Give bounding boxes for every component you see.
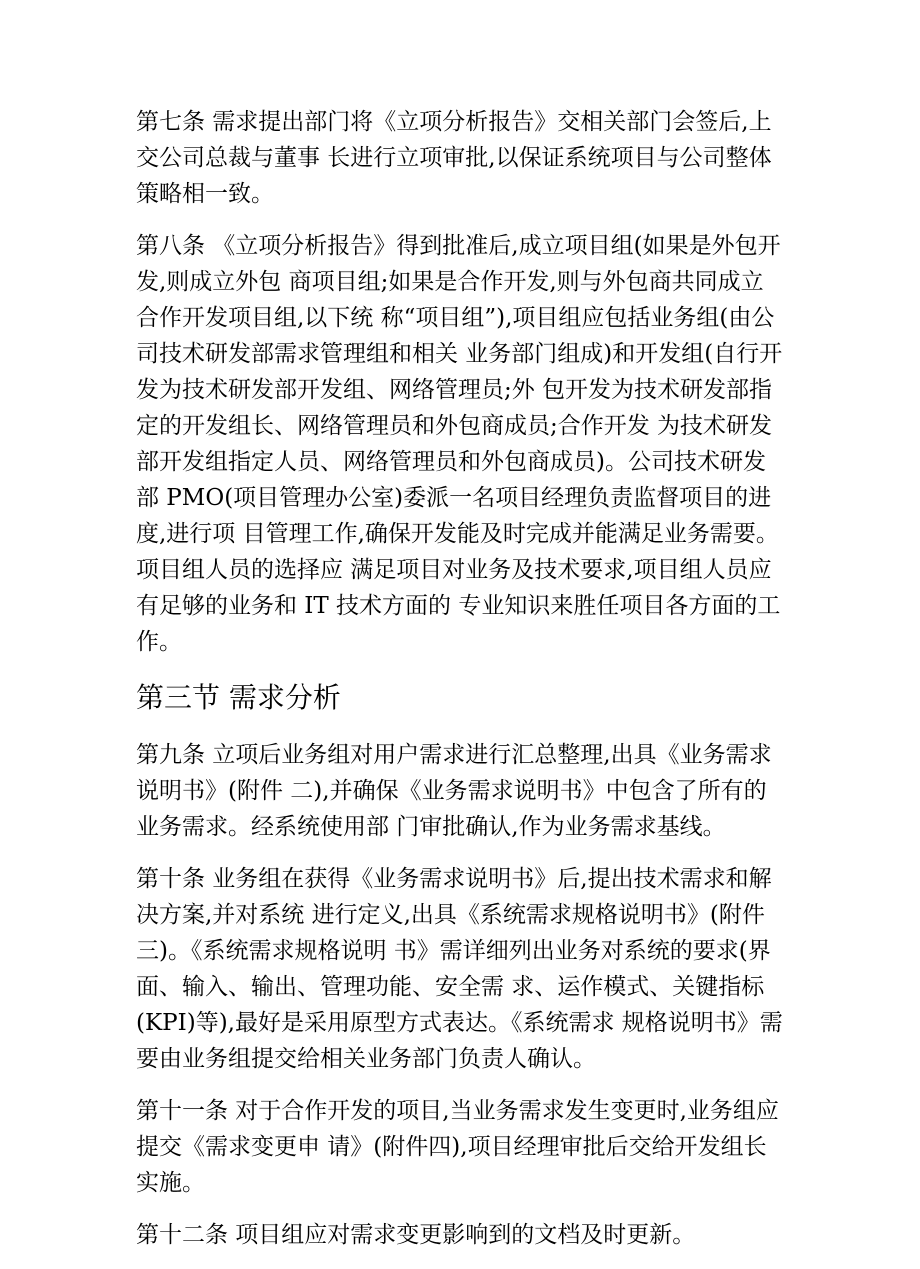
- document-body: [136, 104, 786, 1269]
- article-10-paragraph: 第十条 业务组在获得《业务需求说明书》后,提出技术需求和解决方案,并对系统 进行定义,出具《系统需求规格说明书》(附件三)。《系统需求规格说明 书》需详细列出业务对系统的要求(界面、输入、输出、管理功能、安全需 求、运作模式、关键指标(KPI)等),最好是采用原型方式表达。《系统需求 规格说明书》需要由业务组提交给相关业务部门负责人确认。: [136, 866, 783, 1072]
- article-11-paragraph: 第十一条 对于合作开发的项目,当业务需求发生变更时,业务组应提交《需求变更申 请》(附件四),项目经理审批后交给开发组长实施。: [136, 1098, 779, 1196]
- section-heading: 第三节 需求分析: [136, 681, 341, 714]
- article-12-paragraph: 第十二条 项目组应对需求变更影响到的文档及时更新。: [136, 1222, 696, 1248]
- article-7-paragraph: 第七条 需求提出部门将《立项分析报告》交相关部门会签后,上交公司总裁与董事 长进行立项审批,以保证系统项目与公司整体策略相一致。: [136, 109, 772, 207]
- article-8-paragraph: 第八条 《立项分析报告》得到批准后,成立项目组(如果是外包开发,则成立外包 商项目组;如果是合作开发,则与外包商共同成立合作开发项目组,以下统 称“项目组”),项目组应包括业务组(由公司技术研发部需求管理组和相关 业务部门组成)和开发组(自行开发为技术研发部开发组、网络管理员;外 包开发为技术研发部指定的开发组长、网络管理员和外包商成员;合作开发 为技术研发部开发组指定人员、网络管理员和外包商成员)。公司技术研发部 PMO(项目管理办公室)委派一名项目经理负责监督项目的进度,进行项 目管理工作,确保开发能及时完成并能满足业务需要。项目组人员的选择应 满足项目对业务及技术要求,项目组人员应有足够的业务和 IT 技术方面的 专业知识来胜任项目各方面的工作。: [136, 233, 783, 655]
- article-9-paragraph: 第九条 立项后业务组对用户需求进行汇总整理,出具《业务需求说明书》(附件 二),并确保《业务需求说明书》中包含了所有的业务需求。经系统使用部 门审批确认,作为业务需求基线。: [136, 742, 772, 840]
